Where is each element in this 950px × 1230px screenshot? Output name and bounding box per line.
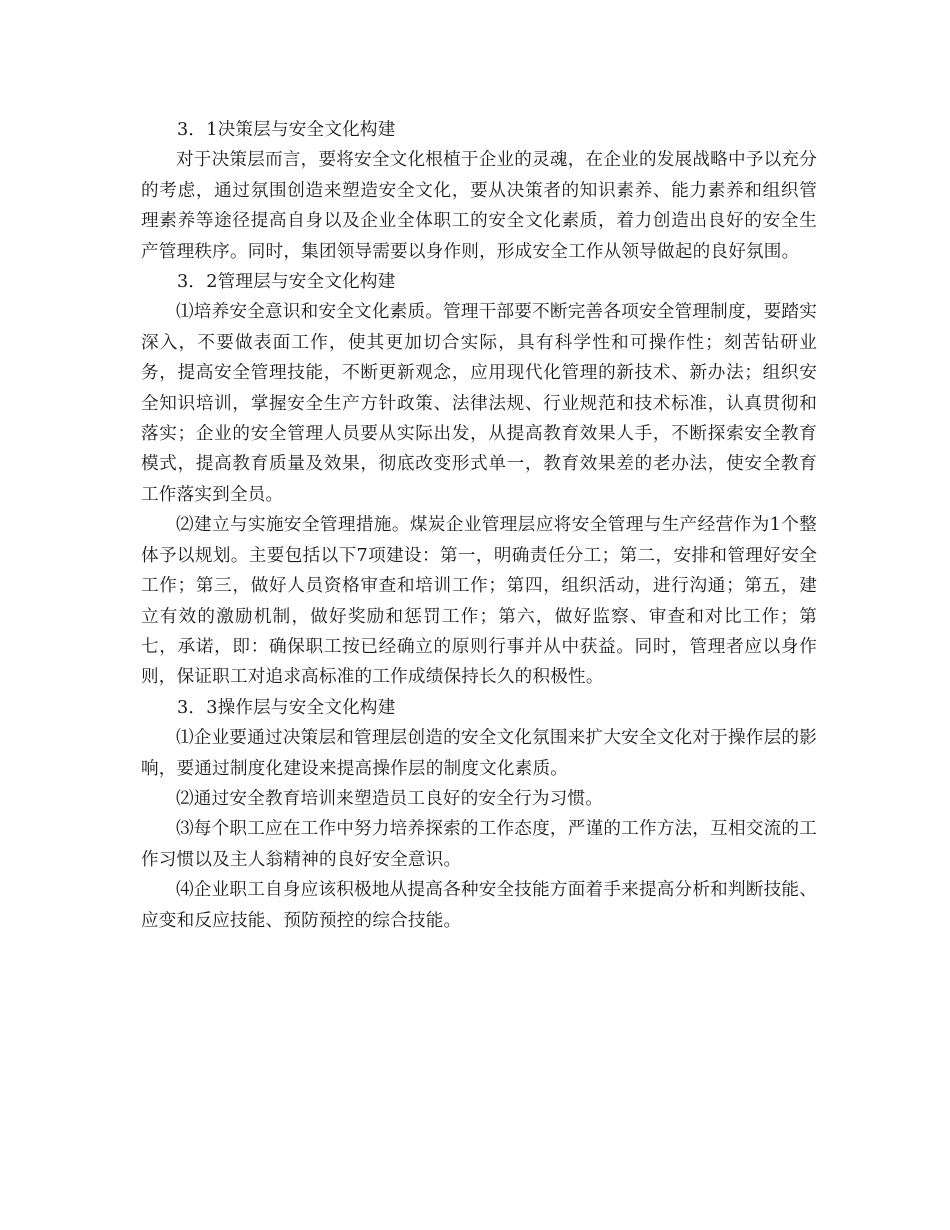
paragraph: ⑵通过安全教育培训来塑造员工良好的安全行为习惯。 — [176, 788, 604, 809]
paragraph: 对于决策层而言，要将安全文化根植于企业的灵魂，在企业的发展战略中予以充分的考虑，通过氛围创造来塑造安全文化，要从决策者的知识素养、能力素养和组织管理素养等途径提高自身以及企业全体职工的安全文化素质，着力创造出良好的安全生产管理秩序。同时，集团领导需要以身作则，形成安全工作从领导做起的良好氛围。 — [141, 150, 817, 262]
section-heading: 3．3操作层与安全文化构建 — [177, 697, 396, 718]
paragraph: ⑶每个职工应在工作中努力培养探索的工作态度，严谨的工作方法，互相交流的工作习惯以及主人翁精神的良好安全意识。 — [141, 819, 817, 870]
document-page — [141, 115, 817, 936]
paragraph: ⑵建立与实施安全管理措施。煤炭企业管理层应将安全管理与生产经营作为1个整体予以规划。主要包括以下7项建设：第一，明确责任分工；第二，安排和管理好安全工作；第三，做好人员资格审查和培训工作；第四，组织活动，进行沟通；第五，建立有效的激励机制，做好奖励和惩罚工作；第六，做好监察、审查和对比工作；第七，承诺，即：确保职工按已经确立的原则行事并从中获益。同时，管理者应以身作则，保证职工对追求高标准的工作成绩保持长久的积极性。 — [141, 515, 817, 688]
paragraph: ⑴培养安全意识和安全文化素质。管理干部要不断完善各项安全管理制度，要踏实深入，不要做表面工作，使其更加切合实际，具有科学性和可操作性；刻苦钻研业务，提高安全管理技能，不断更新观念，应用现代化管理的新技术、新办法；组织安全知识培训，掌握安全生产方针政策、法律法规、行业规范和技术标准，认真贯彻和落实；企业的安全管理人员要从实际出发，从提高教育效果人手，不断探索安全教育模式，提高教育质量及效果，彻底改变形式单一，教育效果差的老办法，使安全教育工作落实到全员。 — [141, 302, 817, 505]
section-heading: 3．2管理层与安全文化构建 — [177, 272, 396, 293]
section-heading: 3．1决策层与安全文化构建 — [177, 120, 396, 140]
paragraph: ⑷企业职工自身应该积极地从提高各种安全技能方面着手来提高分析和判断技能、应变和反应技能、预防预控的综合技能。 — [141, 880, 817, 931]
paragraph: ⑴企业要通过决策层和管理层创造的安全文化氛围来扩大安全文化对于操作层的影响，要通过制度化建设来提高操作层的制度文化素质。 — [141, 728, 817, 779]
